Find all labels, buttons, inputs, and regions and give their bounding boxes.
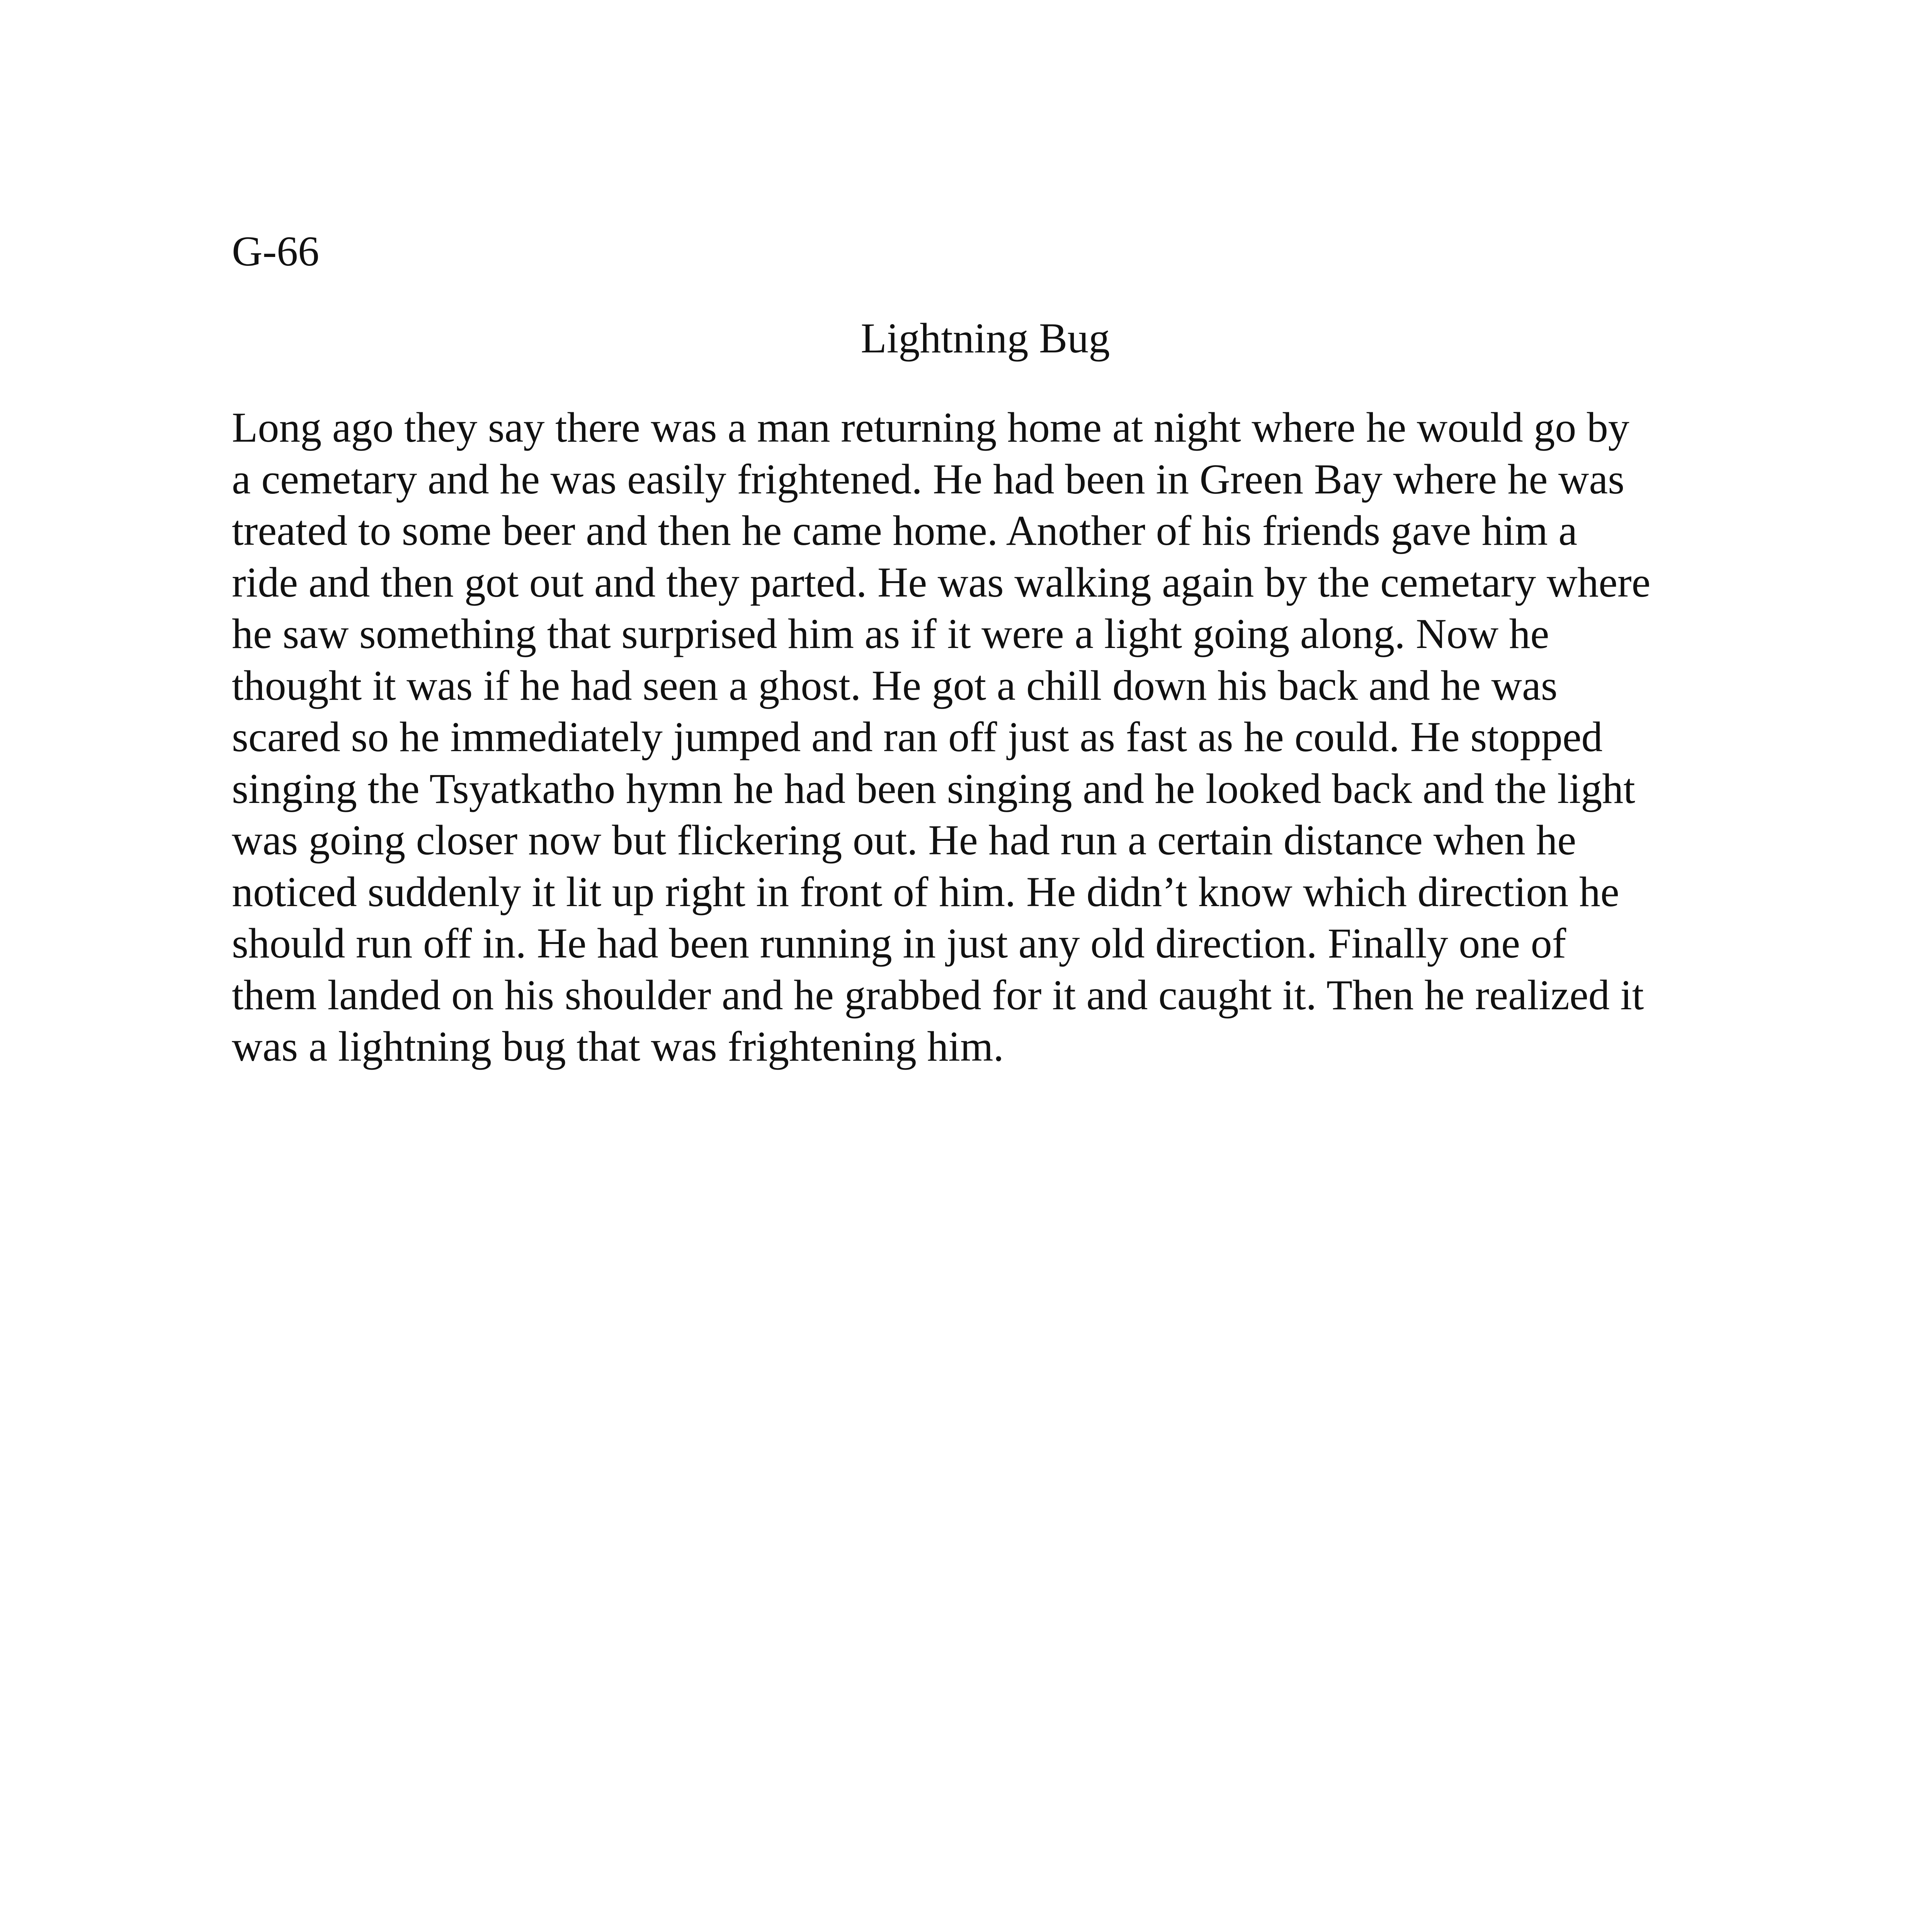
body-line: was going closer now but flickering out. He had run a certain distance when he [232, 816, 1577, 864]
body-line: singing the Tsyatkatho hymn he had been singing and he looked back and the light [232, 765, 1635, 812]
body-line: them landed on his shoulder and he grabbed for it and caught it. Then he realized it [232, 971, 1644, 1019]
body-line: was a lightning bug that was frightening him. [232, 1023, 1004, 1070]
body-line: a cemetary and he was easily frightened. He had been in Green Bay where he was [232, 455, 1625, 503]
body-line: scared so he immediately jumped and ran off just as fast as he could. He stopped [232, 713, 1603, 760]
body-line: he saw something that surprised him as if it were a light going along. Now he [232, 610, 1549, 657]
body-line: treated to some beer and then he came home. Another of his friends gave him a [232, 507, 1578, 554]
page-id: G-66 [232, 228, 320, 275]
story-body [232, 402, 1758, 1073]
body-line: should run off in. He had been running in just any old direction. Finally one of [232, 920, 1566, 967]
body-line: Long ago they say there was a man returning home at night where he would go by [232, 404, 1629, 451]
story-title: Lightning Bug [861, 315, 1110, 362]
body-line: noticed suddenly it lit up right in front of him. He didn’t know which direction he [232, 868, 1619, 915]
body-line: thought it was if he had seen a ghost. He got a chill down his back and he was [232, 662, 1558, 709]
body-line: ride and then got out and they parted. He was walking again by the cemetary where [232, 558, 1651, 606]
